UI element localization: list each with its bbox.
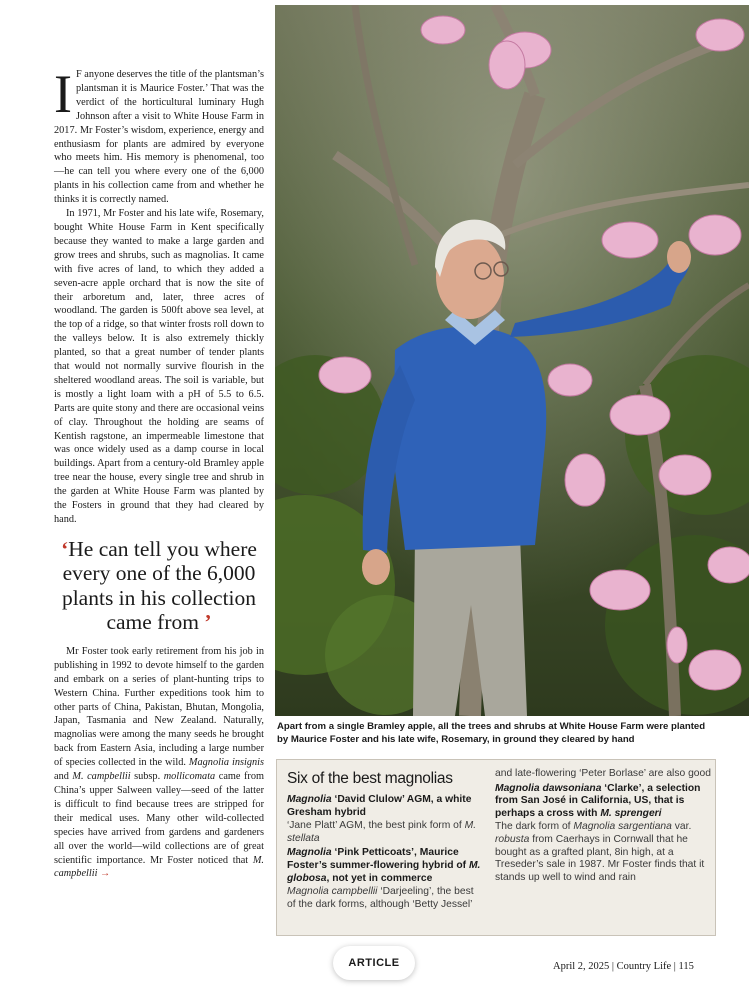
article-body-continued bbox=[54, 645, 264, 881]
photo-caption: Apart from a single Bramley apple, all the trees and shrubs at White House Farm were planted by Maurice Foster and his late wife, Rosemary, in ground they cleared by hand bbox=[277, 721, 706, 745]
paragraph-expeditions: Mr Foster took early retirement from his job in publishing in 1992 to devote himself to the garden and embark on a series of plant-hunting trips to Western China. Further expeditions took him to other parts of China, Pakistan, Bhutan, Mongolia, Japan, Tasmania and New Zealand. Naturally, magnolias were among the many seeds he brought back from Eastern Asia, including a large number of species collected in the wild. Magnolia insignis and M. campbellii subsp. mollicomata came from China’s upper Salween valley—seed of the latter is difficult to find because trees are stripped for their medical uses. Many other wild-collected species have arrived from gardens and gardeners all over the world—wild collections are of great scientific importance. Mr Foster noticed that M. campbellii → bbox=[54, 645, 265, 880]
pull-quote bbox=[54, 537, 264, 635]
quote-open-mark: ‘ bbox=[61, 536, 69, 561]
continue-arrow-icon: → bbox=[100, 868, 111, 880]
photo-illustration bbox=[275, 5, 749, 716]
paragraph-history: In 1971, Mr Foster and his late wife, Rosemary, bought White House Farm in Kent specifically because they wanted to make a large garden and grow trees and shrubs, such as magnolias. It came with five acres of land, to which they added a seven-acre apple orchard that is now the site of their arboretum and, later, three acres of woodland. The garden is 500ft above sea level, at the top of a ridge, so that winter frosts roll down to the valleys below. It is also extremely thickly planted, so that a great number of tender plants that would not normally survive flourish in the sheltered woodland areas. The soil is variable, but is mostly a light loam with a pH of 5.5 to 6.5. Parts are quite stony and there are occasional veins of clay. Throughout the holding are seams of Kentish ragstone, an impermeable limestone that was once widely used as a damp course in local buildings. Apart from a century-old Bramley apple tree near the house, every single tree and shrub in the garden at White House Farm was planted by the Fosters in ground that they had cleared by hand. bbox=[54, 208, 264, 525]
quote-close-mark: ’ bbox=[204, 610, 212, 635]
entry-david-clulow: Magnolia ‘David Clulow’ AGM, a white Gresham hybrid bbox=[287, 794, 472, 818]
hero-photo bbox=[275, 5, 749, 716]
article-body bbox=[54, 64, 264, 527]
quote-text: He can tell you where every one of the 6,000 plants in his collection came from bbox=[61, 536, 257, 635]
page-footer: April 2, 2025 | Country Life | 115 bbox=[553, 961, 694, 972]
magnolias-panel bbox=[276, 759, 716, 936]
article-column bbox=[54, 64, 265, 881]
panel-column-left bbox=[287, 794, 485, 913]
entry-darjeeling: Magnolia campbellii ‘Darjeeling’, the best of the dark forms, although ‘Betty Jessel’ bbox=[287, 886, 474, 910]
paragraph-intro: I F anyone deserves the title of the plantsman’s plantsman it is Maurice Foster.’ That was the verdict of the horticultural luminary Hugh Johnson after a visit to White House Farm in 2017. Mr Foster’s wisdom, experience, energy and enthusiasm for plants are admired by everyone who meets him. His memory is phenomenal, too—he can tell you where every one of the 6,000 plants in his collection came from and whether he thinks it is correctly named. bbox=[54, 64, 264, 206]
panel-column-right bbox=[495, 768, 711, 886]
article-button[interactable]: ARTICLE bbox=[333, 946, 415, 980]
entry-jane-platt: ‘Jane Platt’ AGM, the best pink form of M. stellata bbox=[287, 820, 477, 844]
entry-sargentiana: The dark form of Magnolia sargentiana var. robusta from Caerhays in Cornwall that he bought as a grafted plant, 8in high, at a Treseder’s sale in 1987. Mr Foster finds that it stands up well to wind and rain bbox=[495, 821, 705, 883]
entry-clarke: Magnolia dawsoniana ‘Clarke’, a selection from San José in California, US, that is perhaps a cross with M. sprengeri bbox=[495, 782, 701, 819]
entry-pink-petticoats: Magnolia ‘Pink Petticoats’, Maurice Foster’s summer-flowering hybrid of M. globosa, not yet in commerce bbox=[287, 847, 481, 884]
panel-title: Six of the best magnolias bbox=[287, 770, 453, 787]
drop-cap: I bbox=[54, 64, 72, 124]
entry-darjeeling-continued: and late-flowering ‘Peter Borlase’ are also good bbox=[495, 768, 711, 779]
